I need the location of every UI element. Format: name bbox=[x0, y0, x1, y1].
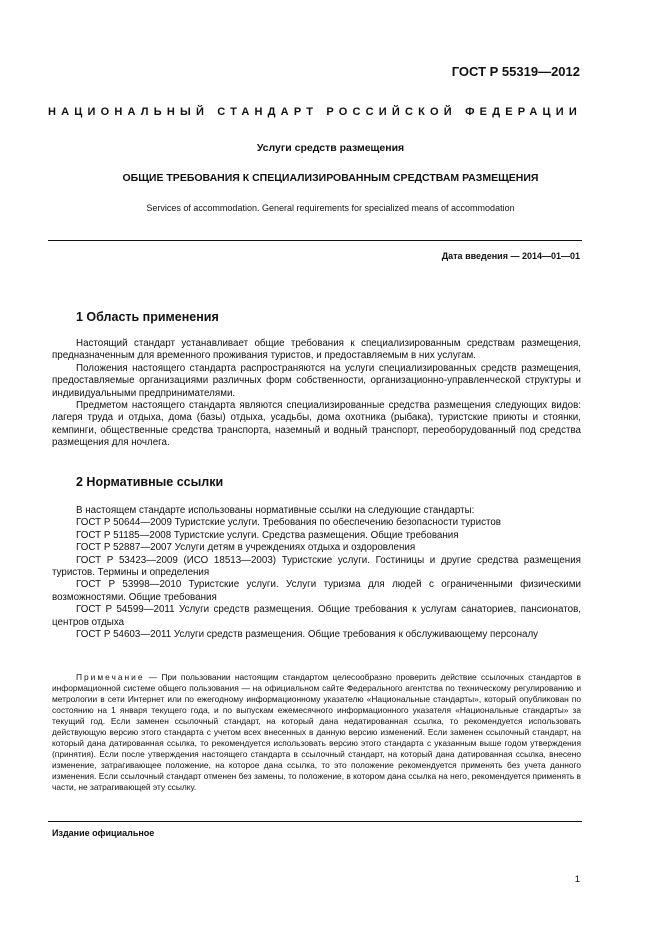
note-paragraph bbox=[52, 672, 581, 793]
paragraph: В настоящем стандарте использованы нормативные ссылки на следующие стандарты: bbox=[76, 505, 475, 516]
reference-item: ГОСТ Р 53423—2009 (ИСО 18513—2003) Туристские услуги. Гостиницы и другие средства размещения туристов. Термины и определения bbox=[52, 554, 581, 579]
reference-item: ГОСТ Р 54599—2011 Услуги средств размещения. Общие требования к услугам санаториев, пансионатов, центров отдыха bbox=[52, 604, 581, 628]
section-1-body bbox=[52, 338, 581, 450]
paragraph: Предметом настоящего стандарта являются специализированные средства размещения следующих видов: лагеря труда и отдыха, дома (базы) отдыха, усадьбы, дома охотника (рыбака), туристские приюты и стоянки, кемпинги, общественные средства транспорта, наземный и водный транспорт, переоборудованный под средства размещения для ночлега. bbox=[52, 400, 581, 449]
section-2-body bbox=[52, 505, 581, 641]
edition-label: Издание официальное bbox=[52, 828, 155, 838]
introduction-date: Дата введения — 2014—01—01 bbox=[441, 251, 580, 261]
paragraph: Настоящий стандарт устанавливает общие требования к специализированным средствам размещения, предназначенным для временного проживания туристов, и предоставляемым в них услугам. bbox=[52, 338, 581, 362]
title-english: Services of accommodation. General requirements for specialized means of accommodation bbox=[146, 203, 515, 213]
header-rule bbox=[48, 240, 582, 241]
footer-rule bbox=[48, 821, 582, 822]
title-group: Услуги средств размещения bbox=[256, 142, 405, 154]
section-1-heading: 1 Область применения bbox=[76, 310, 219, 324]
banner-word: РОССИЙСКОЙ bbox=[326, 106, 457, 118]
reference-item: ГОСТ Р 54603—2011 Услуги средств размещения. Общие требования к обслуживающему персоналу bbox=[76, 629, 539, 641]
reference-item: ГОСТ Р 51185—2008 Туристские услуги. Средства размещения. Общие требования bbox=[76, 529, 459, 541]
section-2-heading: 2 Нормативные ссылки bbox=[76, 475, 224, 489]
banner-word: СТАНДАРТ bbox=[217, 106, 319, 118]
reference-item: ГОСТ Р 52887—2007 Услуги детям в учреждениях отдыха и оздоровления bbox=[76, 542, 416, 554]
national-standard-banner bbox=[48, 106, 582, 118]
reference-item: ГОСТ Р 53998—2010 Туристские услуги. Услуги туризма для людей с ограниченными физическими возможностями. Общие требования bbox=[52, 579, 581, 603]
banner-word: ФЕДЕРАЦИИ bbox=[465, 106, 582, 118]
banner-word: НАЦИОНАЛЬНЫЙ bbox=[48, 106, 210, 118]
page-number: 1 bbox=[574, 874, 580, 885]
reference-note bbox=[52, 672, 581, 793]
reference-item: ГОСТ Р 50644—2009 Туристские услуги. Требования по обеспечению безопасности туристов bbox=[76, 517, 502, 529]
paragraph: Положения настоящего стандарта распространяются на услуги специализированных средств размещения, предоставляемые организациями различных форм собственности, организационно-управленческой структуры и индивидуальными предпринимателями. bbox=[52, 362, 581, 399]
title-main: ОБЩИЕ ТРЕБОВАНИЯ К СПЕЦИАЛИЗИРОВАННЫМ СРЕДСТВАМ РАЗМЕЩЕНИЯ bbox=[122, 172, 539, 184]
gost-code: ГОСТ Р 55319—2012 bbox=[451, 64, 580, 79]
note-text: — При пользовании настоящим стандартом целесообразно проверить действие ссылочных стандартов в информационной системе общего пользования — на официальном сайте Федерального агентства по техническому регулированию и метрологии в сети Интернет или по ежегодному информационному указателю «Национальные стандарты», который опубликован по состоянию на 1 января текущего года, и по выпускам ежемесячного информационного указателя «Национальные стандарты» за текущий год. Если заменен ссылочный стандарт, на который дана недатированная ссылка, то рекомендуется использовать действующую версию этого стандарта с учетом всех внесенных в данную версию изменений. Если заменен ссылочный стандарт, на который дана датированная ссылка, то рекомендуется использовать версию этого стандарта с указанным выше годом утверждения (принятия). Если после утверждения настоящего стандарта в ссылочный стандарт, на который дана датированная ссылка, внесено изменение, затрагивающее положение, на которое дана ссылка, то это положение рекомендуется применять без учета данного изменения. Если ссылочный стандарт отменен без замены, то положение, в котором дана ссылка на него, рекомендуется применять в части, не затрагивающей эту ссылку. bbox=[52, 672, 581, 792]
note-label: Примечание bbox=[76, 672, 145, 682]
